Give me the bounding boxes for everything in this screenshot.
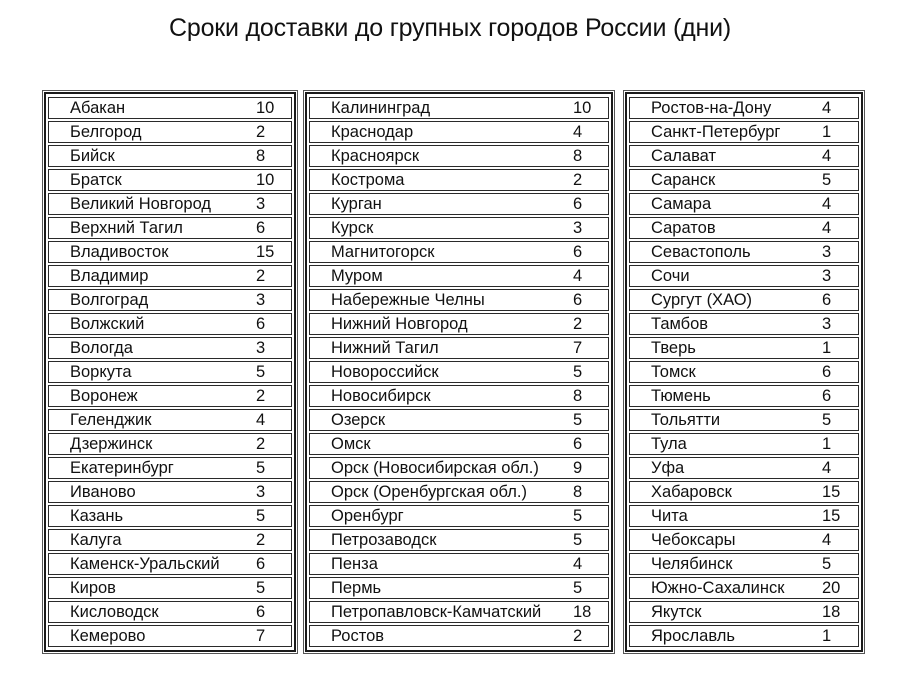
delivery-days: 1 bbox=[822, 434, 832, 453]
city-name: Волжский bbox=[70, 314, 145, 333]
delivery-table-column-1 bbox=[44, 92, 296, 652]
city-name: Саратов bbox=[651, 218, 716, 237]
delivery-days: 8 bbox=[573, 386, 583, 405]
delivery-days: 9 bbox=[573, 458, 583, 477]
table-row bbox=[629, 433, 859, 455]
table-row bbox=[629, 625, 859, 647]
delivery-days: 5 bbox=[822, 410, 832, 429]
table-row bbox=[309, 433, 609, 455]
delivery-days: 5 bbox=[573, 506, 583, 525]
city-name: Чита bbox=[651, 506, 688, 525]
city-name: Кисловодск bbox=[70, 602, 159, 621]
city-name: Новосибирск bbox=[331, 386, 431, 405]
delivery-days: 6 bbox=[573, 194, 583, 213]
city-name: Нижний Новгород bbox=[331, 314, 468, 333]
table-row bbox=[629, 385, 859, 407]
table-row bbox=[309, 337, 609, 359]
delivery-days: 2 bbox=[573, 170, 583, 189]
delivery-days: 7 bbox=[256, 626, 266, 645]
city-name: Севастополь bbox=[651, 242, 751, 261]
delivery-days: 4 bbox=[822, 146, 832, 165]
delivery-days: 5 bbox=[822, 554, 832, 573]
delivery-days: 6 bbox=[573, 290, 583, 309]
table-row bbox=[309, 217, 609, 239]
table-row bbox=[309, 481, 609, 503]
city-name: Тамбов bbox=[651, 314, 709, 333]
table-row bbox=[309, 169, 609, 191]
city-name: Верхний Тагил bbox=[70, 218, 183, 237]
table-row bbox=[48, 601, 292, 623]
delivery-days: 8 bbox=[256, 146, 266, 165]
table-row bbox=[48, 361, 292, 383]
city-name: Томск bbox=[651, 362, 696, 381]
city-name: Петрозаводск bbox=[331, 530, 437, 549]
table-row bbox=[629, 193, 859, 215]
table-row bbox=[48, 97, 292, 119]
delivery-days: 7 bbox=[573, 338, 583, 357]
city-name: Магнитогорск bbox=[331, 242, 435, 261]
table-row bbox=[309, 313, 609, 335]
table-row bbox=[629, 409, 859, 431]
table-row bbox=[48, 385, 292, 407]
delivery-days: 4 bbox=[822, 458, 832, 477]
delivery-days: 3 bbox=[256, 194, 266, 213]
city-name: Набережные Челны bbox=[331, 290, 485, 309]
delivery-days: 4 bbox=[573, 266, 583, 285]
delivery-days: 2 bbox=[256, 122, 266, 141]
table-row bbox=[309, 193, 609, 215]
delivery-days: 3 bbox=[256, 482, 266, 501]
city-name: Белгород bbox=[70, 122, 142, 141]
city-name: Дзержинск bbox=[70, 434, 153, 453]
table-row bbox=[629, 169, 859, 191]
table-row bbox=[48, 553, 292, 575]
city-name: Саранск bbox=[651, 170, 716, 189]
delivery-days: 2 bbox=[256, 530, 266, 549]
table-row bbox=[309, 505, 609, 527]
table-row bbox=[48, 241, 292, 263]
delivery-days: 4 bbox=[822, 218, 832, 237]
city-name: Нижний Тагил bbox=[331, 338, 439, 357]
table-row bbox=[629, 337, 859, 359]
table-row bbox=[629, 577, 859, 599]
delivery-days: 1 bbox=[822, 338, 832, 357]
table-row bbox=[48, 193, 292, 215]
city-name: Курган bbox=[331, 194, 382, 213]
city-name: Тюмень bbox=[651, 386, 711, 405]
table-row bbox=[48, 433, 292, 455]
table-row bbox=[48, 169, 292, 191]
table-row bbox=[48, 577, 292, 599]
table-row bbox=[629, 241, 859, 263]
table-row bbox=[629, 313, 859, 335]
table-row bbox=[629, 457, 859, 479]
delivery-days: 6 bbox=[573, 434, 583, 453]
delivery-days: 2 bbox=[573, 626, 583, 645]
delivery-days: 4 bbox=[822, 98, 832, 117]
city-name: Оренбург bbox=[331, 506, 404, 525]
delivery-days: 5 bbox=[256, 458, 266, 477]
delivery-days: 6 bbox=[822, 362, 832, 381]
table-row bbox=[48, 121, 292, 143]
city-name: Иваново bbox=[70, 482, 136, 501]
city-name: Каменск-Уральский bbox=[70, 554, 220, 573]
delivery-days: 5 bbox=[256, 578, 266, 597]
delivery-days: 4 bbox=[573, 554, 583, 573]
table-row bbox=[309, 553, 609, 575]
table-row bbox=[309, 361, 609, 383]
city-name: Муром bbox=[331, 266, 383, 285]
delivery-days: 2 bbox=[256, 434, 266, 453]
city-name: Уфа bbox=[651, 458, 685, 477]
delivery-table-column-3 bbox=[625, 92, 863, 652]
delivery-days: 1 bbox=[822, 626, 832, 645]
delivery-days: 15 bbox=[822, 506, 841, 525]
delivery-days: 10 bbox=[573, 98, 592, 117]
delivery-days: 15 bbox=[256, 242, 275, 261]
city-name: Воркута bbox=[70, 362, 132, 381]
city-name: Кемерово bbox=[70, 626, 146, 645]
delivery-days: 6 bbox=[822, 386, 832, 405]
city-name: Красноярск bbox=[331, 146, 420, 165]
city-name: Курск bbox=[331, 218, 374, 237]
delivery-days: 6 bbox=[256, 602, 266, 621]
city-name: Озерск bbox=[331, 410, 386, 429]
delivery-days: 6 bbox=[256, 218, 266, 237]
delivery-days: 3 bbox=[822, 314, 832, 333]
table-row bbox=[629, 97, 859, 119]
table-row bbox=[309, 265, 609, 287]
city-name: Челябинск bbox=[651, 554, 733, 573]
delivery-days: 18 bbox=[573, 602, 592, 621]
table-row bbox=[309, 529, 609, 551]
table-row bbox=[309, 289, 609, 311]
city-name: Владимир bbox=[70, 266, 149, 285]
delivery-days: 4 bbox=[822, 530, 832, 549]
table-row bbox=[48, 313, 292, 335]
table-row bbox=[309, 457, 609, 479]
table-row bbox=[629, 121, 859, 143]
city-name: Бийск bbox=[70, 146, 115, 165]
table-row bbox=[629, 601, 859, 623]
city-name: Казань bbox=[70, 506, 124, 525]
city-name: Сургут (ХАО) bbox=[651, 290, 753, 309]
table-row bbox=[629, 361, 859, 383]
city-name: Якутск bbox=[651, 602, 702, 621]
city-name: Великий Новгород bbox=[70, 194, 212, 213]
city-name: Братск bbox=[70, 170, 122, 189]
city-name: Орск (Новосибирская обл.) bbox=[331, 458, 539, 477]
delivery-days: 5 bbox=[573, 410, 583, 429]
table-row bbox=[48, 337, 292, 359]
delivery-days: 1 bbox=[822, 122, 832, 141]
city-name: Чебоксары bbox=[651, 530, 736, 549]
city-name: Тольятти bbox=[651, 410, 721, 429]
table-row bbox=[629, 505, 859, 527]
table-row bbox=[629, 265, 859, 287]
delivery-days: 5 bbox=[573, 530, 583, 549]
city-name: Салават bbox=[651, 146, 717, 165]
city-name: Санкт-Петербург bbox=[651, 122, 781, 141]
city-name: Кострома bbox=[331, 170, 405, 189]
delivery-days: 5 bbox=[573, 578, 583, 597]
city-name: Южно-Сахалинск bbox=[651, 578, 785, 597]
city-name: Ростов bbox=[331, 626, 385, 645]
city-name: Тула bbox=[651, 434, 687, 453]
delivery-days: 5 bbox=[256, 362, 266, 381]
table-row bbox=[309, 145, 609, 167]
city-name: Петропавловск-Камчатский bbox=[331, 602, 542, 621]
page-title: Сроки доставки до групных городов России (дни) bbox=[169, 14, 731, 42]
city-name: Новороссийск bbox=[331, 362, 439, 381]
city-name: Волгоград bbox=[70, 290, 149, 309]
delivery-days: 4 bbox=[573, 122, 583, 141]
table-row bbox=[629, 481, 859, 503]
delivery-days: 5 bbox=[822, 170, 832, 189]
delivery-days: 10 bbox=[256, 170, 275, 189]
delivery-days: 4 bbox=[256, 410, 266, 429]
city-name: Хабаровск bbox=[651, 482, 732, 501]
delivery-days: 2 bbox=[256, 266, 266, 285]
city-name: Самара bbox=[651, 194, 712, 213]
table-row bbox=[48, 481, 292, 503]
city-name: Ярославль bbox=[651, 626, 735, 645]
city-name: Тверь bbox=[651, 338, 696, 357]
delivery-days: 6 bbox=[256, 314, 266, 333]
delivery-days: 6 bbox=[822, 290, 832, 309]
table-row bbox=[48, 625, 292, 647]
delivery-days: 3 bbox=[256, 290, 266, 309]
table-row bbox=[309, 601, 609, 623]
delivery-days: 10 bbox=[256, 98, 275, 117]
city-name: Пермь bbox=[331, 578, 382, 597]
delivery-days: 6 bbox=[573, 242, 583, 261]
table-row bbox=[309, 97, 609, 119]
city-name: Геленджик bbox=[70, 410, 152, 429]
delivery-days: 2 bbox=[573, 314, 583, 333]
city-name: Вологда bbox=[70, 338, 133, 357]
table-row bbox=[309, 625, 609, 647]
table-row bbox=[629, 217, 859, 239]
city-name: Сочи bbox=[651, 266, 690, 285]
city-name: Ростов-на-Дону bbox=[651, 98, 772, 117]
delivery-days: 8 bbox=[573, 482, 583, 501]
table-row bbox=[48, 529, 292, 551]
delivery-days: 20 bbox=[822, 578, 841, 597]
city-name: Омск bbox=[331, 434, 371, 453]
table-row bbox=[48, 457, 292, 479]
city-name: Орск (Оренбургская обл.) bbox=[331, 482, 527, 501]
table-row bbox=[48, 505, 292, 527]
delivery-days: 3 bbox=[573, 218, 583, 237]
delivery-days: 2 bbox=[256, 386, 266, 405]
table-row bbox=[309, 121, 609, 143]
delivery-days: 4 bbox=[822, 194, 832, 213]
delivery-days: 3 bbox=[256, 338, 266, 357]
delivery-days: 5 bbox=[573, 362, 583, 381]
delivery-days: 6 bbox=[256, 554, 266, 573]
delivery-table-column-2 bbox=[305, 92, 613, 652]
table-row bbox=[48, 265, 292, 287]
delivery-days: 15 bbox=[822, 482, 841, 501]
table-row bbox=[48, 409, 292, 431]
city-name: Екатеринбург bbox=[70, 458, 174, 477]
city-name: Калининград bbox=[331, 98, 431, 117]
table-row bbox=[48, 289, 292, 311]
city-name: Пенза bbox=[331, 554, 378, 573]
city-name: Калуга bbox=[70, 530, 122, 549]
table-row bbox=[48, 217, 292, 239]
delivery-days: 18 bbox=[822, 602, 841, 621]
delivery-days: 3 bbox=[822, 242, 832, 261]
city-name: Абакан bbox=[70, 98, 126, 117]
table-row bbox=[309, 241, 609, 263]
city-name: Воронеж bbox=[70, 386, 138, 405]
table-row bbox=[309, 409, 609, 431]
table-row bbox=[629, 145, 859, 167]
table-row bbox=[629, 529, 859, 551]
table-row bbox=[48, 145, 292, 167]
table-row bbox=[309, 577, 609, 599]
delivery-days: 8 bbox=[573, 146, 583, 165]
delivery-days: 3 bbox=[822, 266, 832, 285]
city-name: Владивосток bbox=[70, 242, 169, 261]
table-row bbox=[309, 385, 609, 407]
city-name: Краснодар bbox=[331, 122, 414, 141]
city-name: Киров bbox=[70, 578, 116, 597]
table-row bbox=[629, 289, 859, 311]
delivery-days: 5 bbox=[256, 506, 266, 525]
table-row bbox=[629, 553, 859, 575]
